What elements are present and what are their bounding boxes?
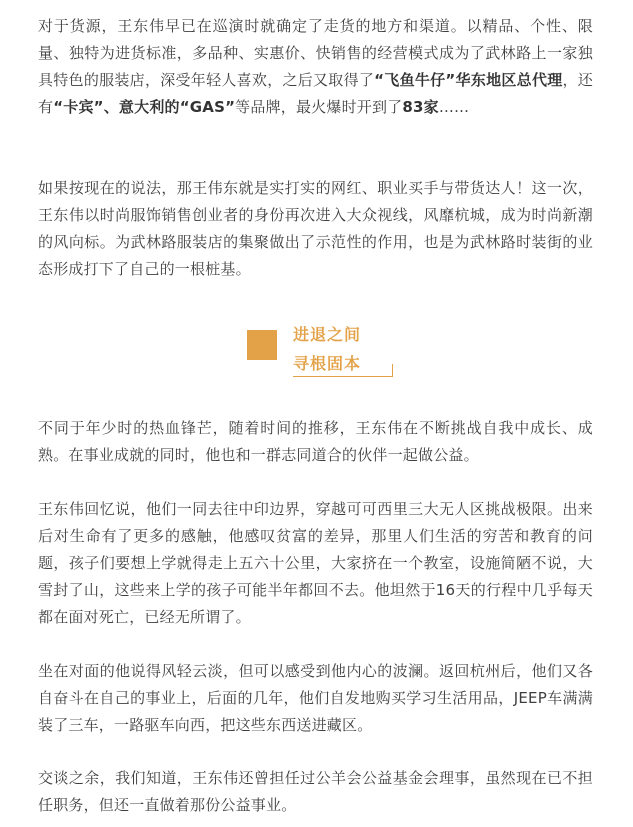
paragraph-sourcing (38, 13, 593, 121)
heading-line-1: 进退之间 (293, 325, 362, 344)
paragraph-charity-role: 交谈之余，我们知道，王东伟还曾担任过公羊会公益基金会理事，虽然现在已不担任职务，但还一直做着那份公益事业。 (38, 769, 593, 814)
p1-text-b: ，还有 (38, 71, 593, 116)
heading-underline-tick (392, 364, 393, 377)
p1-bold-flying-fish: “飞鱼牛仔”华东地区总代理 (374, 71, 563, 89)
p1-bold-brands: “卡宾”、意大利的“GAS” (53, 98, 236, 116)
paragraph-growth: 不同于年少时的热血锋芒，随着时间的推移，王东伟在不断挑战自我中成长、成熟。在事业成就的同时，他也和一群志同道合的伙伴一起做公益。 (38, 419, 593, 464)
heading-underline (293, 376, 393, 377)
heading-square-icon (247, 330, 277, 360)
paragraph-expedition: 王东伟回忆说，他们一同去往中印边界，穿越可可西里三大无人区挑战极限。出来后对生命有了更多的感触，他感叹贫富的差异，那里人们生活的穷苦和教育的问题，孩子们要想上学就得走上五六十公里，大家挤在一个教室，设施简陋不说，大雪封了山，这些来上学的孩子可能半年都回不去。他坦然于16天的行程中几乎每天都在面对死亡，已经无所谓了。 (38, 500, 593, 626)
p1-bold-store-count: 83家 (402, 98, 439, 116)
heading-line-2: 寻根固本 (293, 354, 362, 373)
p1-text-c: 等品牌，最火爆时开到了 (235, 98, 403, 116)
p1-text-d: …… (438, 98, 470, 116)
p1-text-a: 对于货源，王东伟早已在巡演时就确定了走货的地方和渠道。以精品、个性、限量、独特为进货标准，多品种、实惠价、快销售的经营模式成为了武林路上一家独具特色的服装店，深受年轻人喜欢，之后又取得了 (38, 17, 593, 89)
paragraph-donations: 坐在对面的他说得风轻云淡，但可以感受到他内心的波澜。返回杭州后，他们又各自奋斗在自己的事业上，后面的几年，他们自发地购买学习生活用品，JEEP车满满装了三车，一路驱车向西，把这些东西送进藏区。 (38, 662, 593, 734)
paragraph-influencer: 如果按现在的说法，那王伟东就是实打实的网红、职业买手与带货达人！这一次，王东伟以时尚服饰销售创业者的身份再次进入大众视线，风靡杭城，成为时尚新潮的风向标。为武林路服装店的集聚做出了示范性的作用，也是为武林路时装街的业态形成打下了自己的一根桩基。 (38, 179, 593, 278)
section-heading (247, 318, 407, 380)
